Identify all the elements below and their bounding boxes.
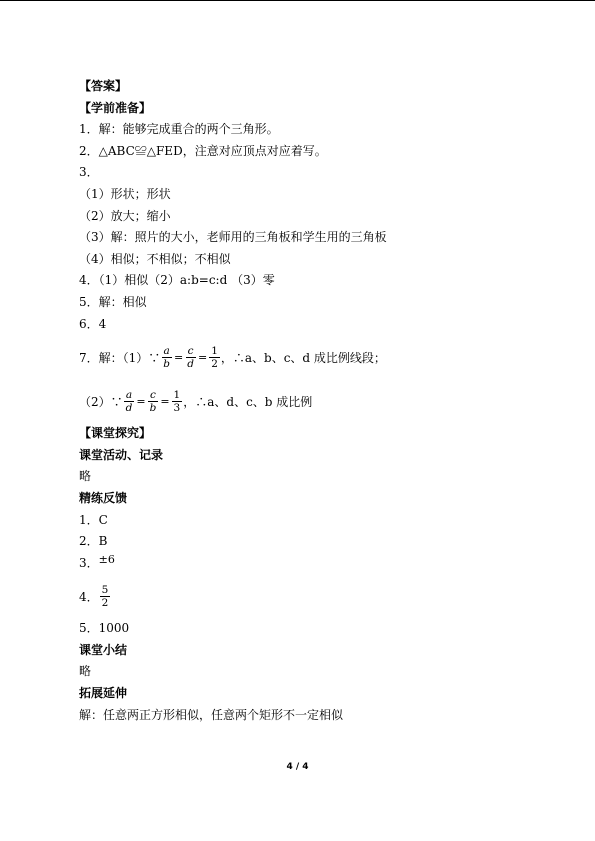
fraction-a-d [124,389,135,414]
fraction-five-halves [100,584,111,609]
heading-summary: 课堂小结 [79,642,128,657]
answer-1: 1．解：能够完成重合的两个三角形。 [79,122,279,137]
fraction-one-third [172,389,183,414]
fraction-denominator: 2 [211,357,218,370]
top-border-line [0,0,595,1]
answer-3-3: （3）解：照片的大小，老师用的三角板和学生用的三角板 [79,230,387,245]
answer-5: 5．解：相似 [79,294,147,309]
heading-prep: 【学前准备】 [79,100,152,115]
answer-3: 3． [79,165,99,180]
fraction-numerator: c [187,344,194,357]
extend-answer: 解：任意两正方形相似，任意两个矩形不一定相似 [79,707,344,722]
fraction-denominator: b [163,357,171,370]
fraction-c-b [148,389,159,414]
fraction-denominator: 2 [101,596,109,609]
equals-sign: = [136,394,146,408]
answer-2: 2．△ABC≌△FED，注意对应顶点对应着写。 [79,143,327,158]
practice-5: 5．1000 [79,621,130,636]
fraction-denominator: d [187,357,194,370]
text-omitted: 略 [79,664,92,679]
answer-7-suffix: ，∴a、b、c、d 成比例线段； [220,350,386,365]
answer-content [79,76,539,726]
fraction-denominator: 3 [173,401,181,414]
fraction-a-b [161,345,172,370]
heading-answer: 【答案】 [79,79,128,93]
practice-4 [79,574,539,618]
fraction-numerator: 1 [173,388,181,401]
fraction-one-half [209,345,220,370]
answer-3-2: （2）放大；缩小 [79,208,171,223]
heading-activity: 课堂活动、记录 [79,447,164,462]
answer-7-part1 [79,335,539,379]
fraction-numerator: c [150,388,156,401]
fraction-numerator: 1 [211,344,218,357]
equals-sign: = [197,350,208,364]
answer-7b-suffix: ，∴a、d、c、b 成比例 [183,394,313,409]
answer-3-1: （1）形状；形状 [79,186,171,201]
heading-practice: 精练反馈 [79,490,128,505]
fraction-numerator: a [163,344,170,357]
answer-6: 6．4 [79,316,107,331]
practice-3-value: ±6 [98,552,115,566]
answer-7b-prefix: （2）∵ [79,394,123,409]
answer-7-part2 [79,379,539,423]
practice-4-prefix: 4． [79,589,99,604]
practice-3 [79,553,539,575]
answer-3-4: （4）相似；不相似；不相似 [79,251,231,266]
equals-sign: = [174,350,184,364]
equals-sign: = [160,394,170,408]
practice-2: 2．B [79,534,108,549]
answer-7-prefix: 7．解：（1）∵ [79,350,161,365]
fraction-numerator: 5 [101,583,109,596]
page-number: 4 / 4 [286,762,309,772]
fraction-numerator: a [125,388,133,401]
text-omitted: 略 [79,469,92,484]
practice-3-prefix: 3． [79,555,99,570]
answer-4: 4．（1）相似（2）a:b=c:d （3）零 [79,273,275,288]
fraction-denominator: d [125,401,133,414]
fraction-c-d [185,345,196,370]
heading-extend: 拓展延伸 [79,686,128,701]
heading-explore: 【课堂探究】 [79,426,152,441]
practice-1: 1．C [79,512,108,527]
fraction-denominator: b [149,401,157,414]
